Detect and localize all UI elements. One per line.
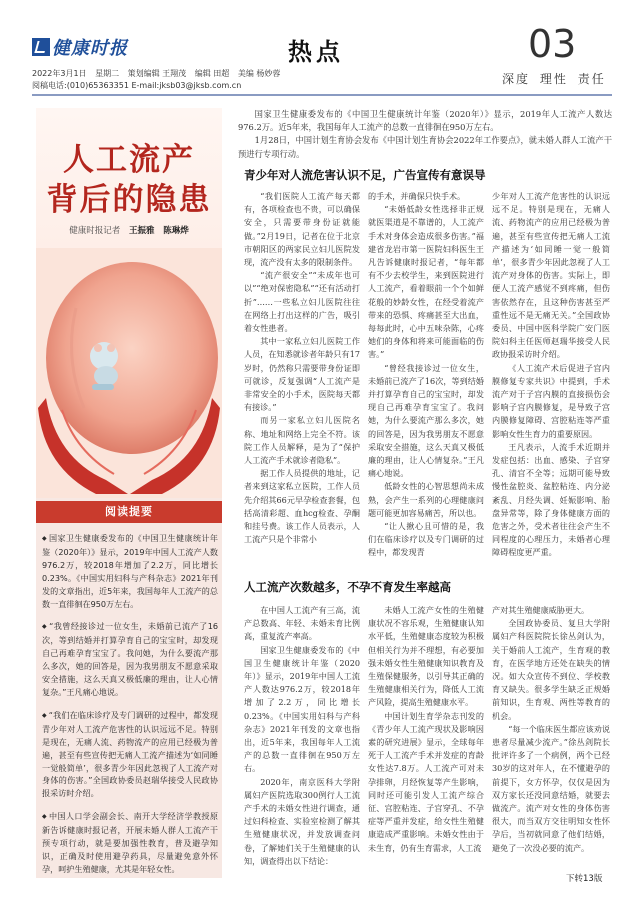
hero-title-line2: 背后的隐患 — [46, 182, 212, 218]
paragraph: “未婚低龄女性选择非正规就医渠道是不靠谱的，人工流产手术对身体会造成很多伤害。”福建省龙岩市第一医院妇科医生王凡告诉健康时报记者，“每年都有不少去校学生，来到医院进行人工流产，看着眼前一个个如鲜花般的妙龄女性，在经受着流产带来的恐惧、疼痛甚至大出血，每每此时，心中五味杂陈，心疼她们的身体和将来可能面临的伤害。” — [368, 204, 484, 360]
article-column-1 — [244, 190, 360, 570]
hero-panel — [36, 108, 222, 498]
planning-editor: 策划编辑 王翔茂 — [127, 69, 187, 78]
paragraph: “让人揪心且可惜的是，我们在临床诊疗以及专门调研的过程中，都发现青 — [368, 521, 484, 558]
byline-prefix: 健康时报记者 — [69, 226, 121, 236]
list-item: ◆ “我们在临床诊疗及专门调研的过程中，都发现青少年对人工流产危害性的认识远远不足。特别是现在，无痛人流、药物流产的应用已经极为普遍，甚至有些宣传把无痛人工流产描述为‘如同睡一觉般简单’，很多青少年因此忽视了人工流产对身体的伤害。”全国政协委员赵瑞华接受人民政协报采访时介绍。 — [42, 709, 218, 800]
subheading-2: 人工流产次数越多，不孕不育发生率越高 — [244, 580, 451, 594]
article-column-3 — [492, 190, 610, 570]
list-item: ◆ 中国人口学会副会长、南开大学经济学教授原新告诉健康时报记者，开展未婚人群人工流产干预专项行动，就是要加强性教育，普及避孕知识，正确及时使用避孕药具，尽量避免意外怀孕，呵护生殖健康，尤其是年轻女性。 — [42, 810, 218, 876]
lead-paragraph: 国家卫生健康委发布的《中国卫生健康统计年鉴（2020年）》显示，2019年人工流产人数达976.2万。近5年来，我国每年人工流产的总数一直徘徊在950万左右。 — [238, 109, 612, 133]
byline-name: 王振雅 — [128, 226, 155, 236]
date-editor-line — [32, 68, 286, 79]
subheading-1: 青少年对人流危害认识不足，广告宣传有意误导 — [244, 168, 486, 182]
paragraph: “曾经我接诊过一位女生，未婚前已流产了16次，等到结婚并打算孕育自己的宝宝时，却发现自己再难孕育宝宝了。我问她，为什么要流产那么多次，她的回答是，因为我男朋友不愿意采取安全措施，这么天真又极低廉的理由，让人心情复杂。”王凡痛心地说。 — [368, 362, 484, 479]
newspaper-logo-icon — [32, 38, 50, 56]
paragraph: “流产很安全”“未成年也可以”“绝对保密隐私”“还有活动打折”……一些私立妇儿医院往往在网络上打出这样的广告，吸引着女性患者。 — [244, 270, 360, 334]
paragraph: 低龄女性的心智思想尚未成熟，会产生一系列的心理健康问题可能更加容易痛苦，所以也。 — [368, 481, 484, 518]
reading-summary-list — [42, 532, 218, 878]
paragraph: 2020年，南京医科大学附属妇产医院选取300例行人工流产手术的未婚女性进行调查，通过妇科检查、实验室检测了解其生殖健康状况，并发放调查问卷，了解她们关于生殖健康的认知，调查得出以下结论： — [244, 776, 360, 866]
article-lead — [238, 108, 612, 161]
paragraph: 未婚人工流产女性的生殖健康状况不容乐观，生殖健康认知水平低，生殖健康态度较为积极但相关行为并不理想，有必要加强未婚女性生殖健康知识教育及生殖保健服务，以引导其正确的生殖健康相关行为，降低人工流产风险，提高生殖健康水平。 — [368, 605, 484, 708]
paragraph: 全国政协委员、复旦大学附属妇产科医院院长徐丛剑认为，关于婚前人工流产，生育观的教育，在医学地方还处在缺失的情况。如大众宣传不到位、学校教育又缺失。很多学生缺乏正规婚前知识，生育观、两性等教育的机会。 — [492, 618, 610, 721]
page-number: 03 — [528, 22, 577, 66]
article-column-2 — [368, 190, 484, 570]
paragraph: “每一个临床医生都应该劝说患者尽量减少流产。”徐丛剑院长批评许多了一个病例，两个已经30岁的这对年人，在不懂避孕的前提下，女方怀孕，仅仅是因为双方家长还没同意结婚，就要去做流产。流产对女性的身体伤害很大，而当双方交往明知女性怀孕后，当初就同意了他们结婚，避免了一次没必要的流产。 — [492, 723, 610, 853]
paragraph: 其中一家私立妇儿医院工作人员，在知悉就诊者年龄只有17岁时，仍然称只需要带身份证即可就诊，反复强调“人工流产是非常安全的小手术，医院每天都有接诊。” — [244, 336, 360, 413]
hero-byline — [36, 224, 222, 236]
slogan-word: 深度 — [502, 72, 531, 86]
slogan-word: 责任 — [577, 72, 606, 86]
paragraph: 在中国人工流产有三高，流产总数高、年轻、未婚未育比例高，重复流产率高。 — [244, 605, 360, 642]
article-column-6 — [492, 604, 610, 866]
paragraph: 产对其生殖健康威胁更大。 — [492, 605, 590, 615]
list-item: ◆ “我曾经接诊过一位女生，未婚前已流产了16次，等到结婚并打算孕育自己的宝宝时，却发现自己再难孕育宝宝了。我问她，为什么要流产那么多次，她的回答是，因为我男朋友不愿意采取安全措施，这么天真又极低廉的理由，让人心情复杂。”王凡痛心地说。 — [42, 620, 218, 698]
paragraph: 《人工流产术后促进子宫内膜修复专家共识》中提到，手术流产对于子宫内膜的直接损伤会影响子宫内膜修复，是导致子宫内膜修复障碍、宫腔粘连等严重影响女性生育力的重要原因。 — [492, 362, 610, 439]
art-editor: 美编 杨妙蓉 — [237, 69, 281, 78]
list-item: ◆ 国家卫生健康委发布的《中国卫生健康统计年鉴（2020年）》显示，2019年中国人工流产人数976.2万，较2018年增加了2.2万，同比增长0.23%。《中国实用妇科与产科杂志》2021年刊发的文章指出，近5年来，我国每年人工流产的总数一直徘徊在950万左右。 — [42, 532, 218, 610]
pregnant-belly-hands-illustration — [36, 248, 222, 498]
newspaper-logo-text: 健康时报 — [52, 38, 128, 59]
masthead — [0, 0, 640, 100]
continued-on-page-note[interactable]: 下转13版 — [566, 874, 603, 884]
paragraph: 王凡表示，人流手术近期并发症包括：出血、感染、子宫穿孔、清宫不全等；远期可能导致慢性盆腔炎、盆腔粘连、内分泌紊乱、月经失调、妊娠影响、胎盘异常等，除了身体健康方面的危害之外，受术者往往会产生不同程度的心理压力，未婚者心理障碍程度更严重。 — [492, 441, 610, 558]
article-column-4 — [244, 604, 360, 872]
slogan — [502, 70, 610, 87]
date: 2022年3月1日 — [32, 69, 87, 78]
byline-name: 陈琳烨 — [163, 226, 189, 236]
paragraph: 据工作人员提供的地址，记者来到这家私立医院，工作人员先介绍其66元早孕检查套餐，包括高清彩超、血hcg检查、孕酮和挂号费。该工作人员表示，人工流产只是个非常小 — [244, 468, 360, 545]
hero-title-line1: 人工流产 — [63, 142, 195, 178]
paragraph: 少年对人工流产危害性的认识远远不足。特别是现在，无痛人流、药物流产的应用已经极为普遍，甚至有些宣传把无痛人工流产描述为‘如同睡一觉一般简单’，很多青少年因此忽视了人工流产对身体的伤害。实际上，即便人工流产感觉不到疼痛，但伤害依然存在，且这种伤害甚至严重性远不是无痛无关。”全国政协委员、中国中医科学院广安门医院妇科主任医师赵瑞华接受人民政协报采访时介绍。 — [492, 191, 610, 360]
slogan-word: 理性 — [539, 72, 568, 86]
paragraph: 的手术，并确保只快手术。 — [368, 191, 466, 201]
article-column-5 — [368, 604, 484, 872]
sidebar — [36, 108, 222, 878]
paragraph: 中国计划生育学杂志刊发的《青少年人工流产现状及影响因素的研究进展》显示，全球每年死于人工流产手术并发症的育龄女性达7.8万。人工流产可对未孕排卵，月经恢复等产生影响，同时还可能引发人工流产综合征、宫腔粘连、子宫穿孔、不孕症等严重并发症，给女性生殖健康造成严重影响。未婚女性由于未生育，仍有生育需求，人工流 — [368, 710, 484, 853]
paragraph: 而另一家私立妇儿医院名称、地址和网络上完全不符。该院工作人员解释，是为了“保护人工流产手术就诊者隐私”。 — [244, 415, 360, 466]
weekday: 星期二 — [95, 69, 120, 78]
paragraph: “我们医院人工流产每天都有，各项检查也不贵，可以确保安全，只需要带身份证就能做。”2月19日，记者在位于北京市朝阳区的两家民立妇儿医院发现，流产没有太多的限制条件。 — [244, 191, 360, 268]
masthead-divider — [32, 94, 612, 96]
paragraph: 国家卫生健康委发布的《中国卫生健康统计年鉴（2020年）》显示，2019年中国人工流产人数达976.2万，较2018年增加了2.2万，同比增长0.23%。《中国实用妇科与产科杂志》2021年刊发的文章也指出，近5年来，我国每年人工流产的总数一直徘徊在950万左右。 — [244, 644, 360, 774]
section-title: 热点 — [288, 38, 344, 66]
lead-paragraph: 1月28日，中国计划生育协会发布《中国计划生育协会2022年工作要点》，就未婚人群人工流产干预进行专项行动。 — [238, 135, 612, 159]
reading-summary-header: 阅读提要 — [36, 501, 222, 523]
editor: 编辑 田超 — [194, 69, 230, 78]
contact-line: 阅稿电话:(010)65363351 E-mail:jksb03@jksb.com.cn — [32, 81, 242, 90]
